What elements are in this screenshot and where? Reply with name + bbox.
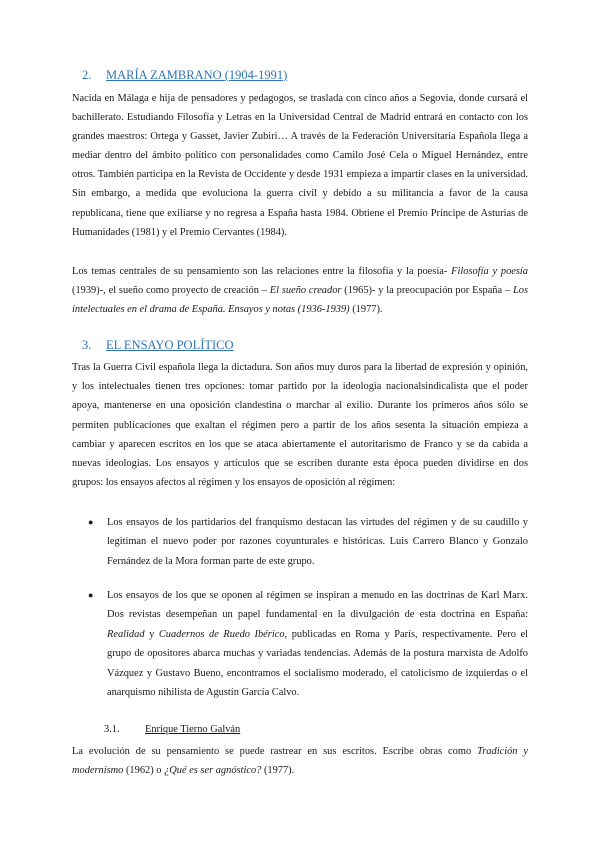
paragraph-postwar: Tras la Guerra Civil española llega la dictadura. Son años muy duros para la libertad de expresión y opinión, y los intelectuales tienen tres opciones: tomar partido por la ideología nacionalsindicalista que el poder apoya, mantenerse en una oposición clandestina o marchar al exilio. Durante los primeros años sólo se permiten publicaciones que exaltan el régimen pero a partir de los años sesenta la situación empieza a cambiar y aparecen escritos en los que se ataca abiertamente el autoritarismo de Franco y se da cabida a nuevas ideologías. Los ensayos y artículos que se escriben durante esta época pueden dividirse en dos grupos: los ensayos afectos al régimen y los ensayos de oposición al régimen: (72, 362, 528, 489)
work-title: El sueño creador (269, 285, 342, 297)
subsection-number: 3.1. (104, 724, 120, 735)
journal-title: Cuadernos de Ruedo Ibérico (158, 628, 285, 640)
section-heading-zambrano (82, 68, 287, 83)
text-run: , publicadas en Roma y París, respectivamente. Pero el grupo de opositores abarca muchas y variadas tendencias. Además de la postura marxista de Adolfo Vázquez y Gustavo Bueno, encontramos el socialismo moderado, el catolicismo de izquierdas o el anarquismo nihilista de Agustín García Calvo. (107, 628, 528, 699)
text-run: (1965)- y la preocupación por España – (341, 285, 513, 297)
text-run: Los ensayos de los que se oponen al régimen se inspiran a menudo en las doctrinas de Karl Marx. Dos revistas desempeñan un papel fundamental en la divulgación de esta doctrina en España: (107, 590, 528, 621)
bullet-icon: ● (88, 590, 94, 600)
work-title: ¿Qué es ser agnóstico? (164, 765, 262, 777)
work-title: Tradición y modernismo (72, 746, 529, 777)
paragraph-biography: Nacida en Málaga e hija de pensadores y pedagogos, se traslada con cinco años a Segovia, donde cursará el bachillerato. Estudiando Filosofía y Letras en la Universidad Central de Madrid entrará en contacto con los grandes maestros: Ortega y Gasset, Javier Zubiri… A través de la Federación Universitaria Española llega a mediar dentro del ámbito político con personalidades como Camilo José Cela o Miguel Hernández, entre otros. También participa en la Revista de Occidente y desde 1931 empieza a impartir clases en la universidad. Sin embargo, a medida que evoluciona la guerra civil y debido a su militancia a favor de la causa republicana, tiene que exiliarse y no regresa a España hasta 1984. Obtiene el Premio Príncipe de Asturias de Humanidades (1981) y el Premio Cervantes (1984). (72, 93, 528, 238)
subsection-title: Enrique Tierno Galván (145, 724, 241, 735)
bullet-icon: ● (88, 517, 94, 527)
work-title: Los intelectuales en el drama de España. Ensayos y notas (1936-1939) (72, 285, 528, 316)
text-run: (1962) o (123, 765, 165, 777)
section-number: 3. (82, 338, 92, 352)
section-title: MARÍA ZAMBRANO (1904-1991) (106, 68, 288, 82)
text-run: La evolución de su pensamiento se puede rastrear en sus escritos. Escribe obras como (72, 746, 478, 757)
text-run: (1939)-, el sueño como proyecto de creación – (72, 285, 270, 297)
text-run: y (144, 628, 159, 640)
section-title: EL ENSAYO POLÍTICO (106, 338, 234, 352)
subsection-heading-tierno-galvan (104, 724, 240, 735)
list-item-text: Los ensayos de los partidarios del franquismo destacan las virtudes del régimen y de su caudillo y legitiman el nuevo poder por razones coyunturales e históricas. Luis Carrero Blanco y Gonzalo Fernández de la Mora forman parte de este grupo. (107, 517, 528, 567)
list-item-text (107, 586, 528, 702)
text-run: (1977). (261, 765, 295, 777)
section-heading-ensayo-politico (82, 338, 234, 353)
text-run: Los temas centrales de su pensamiento son las relaciones entre la filosofía y la poesía- (72, 266, 452, 277)
section-number: 2. (82, 68, 92, 82)
paragraph-tierno-galvan (72, 742, 528, 780)
paragraph-themes (72, 262, 528, 319)
work-title: Filosofía y poesía (451, 266, 529, 277)
journal-title: Realidad (107, 628, 145, 640)
text-run: (1977). (349, 304, 383, 316)
